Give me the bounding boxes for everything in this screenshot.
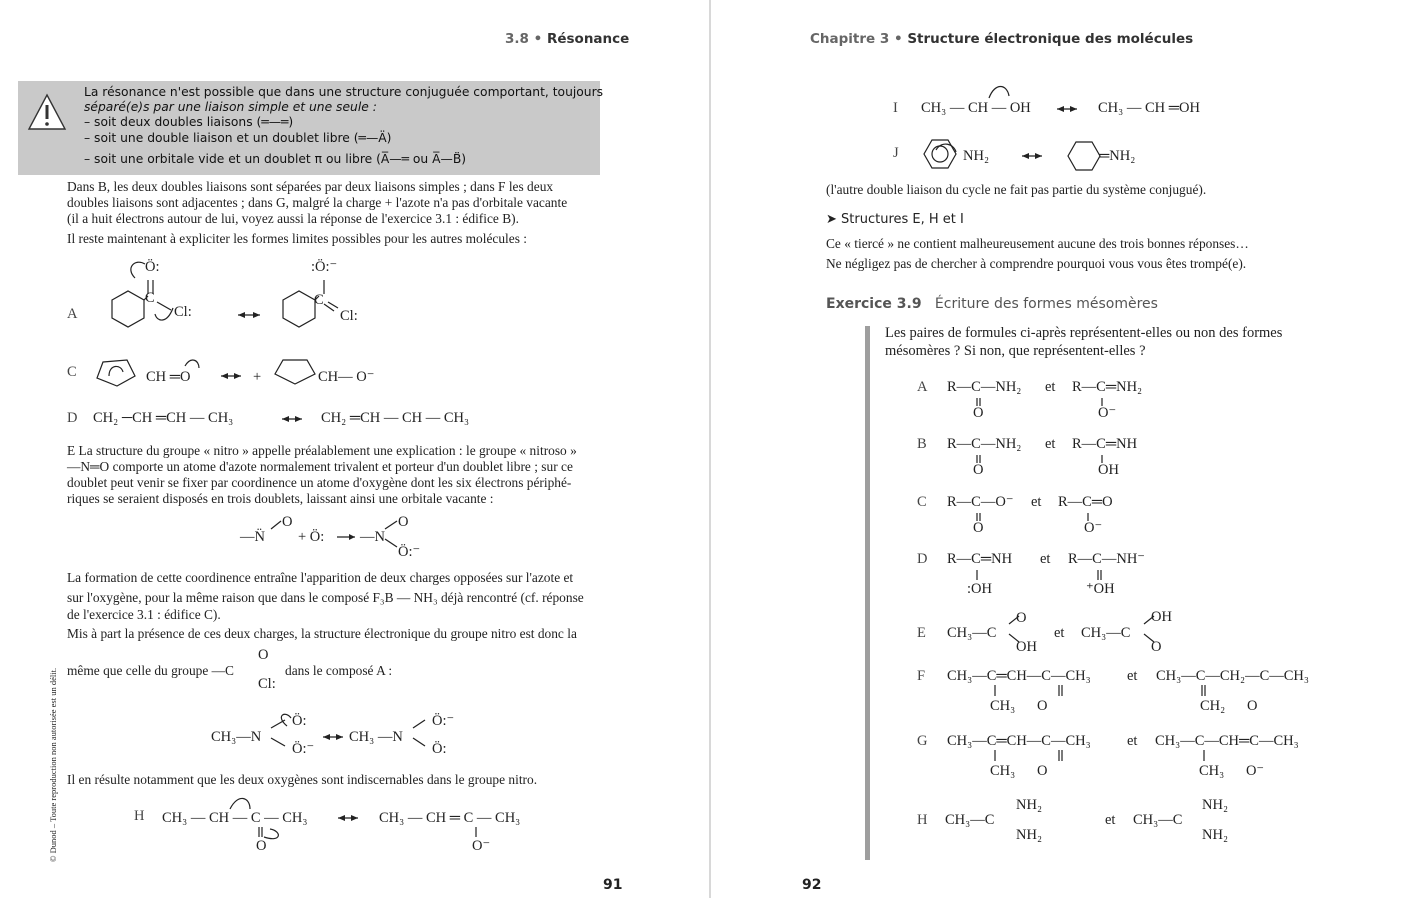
pair-left-sub: CH₃ O bbox=[990, 763, 1048, 779]
pair-left: CH₃—C bbox=[945, 812, 995, 828]
molecule-i-left: CH₃ — CH — OH bbox=[921, 100, 1031, 116]
pair-left-sub: O bbox=[973, 462, 984, 478]
section-title: Résonance bbox=[546, 31, 630, 47]
chem-text: O bbox=[282, 514, 293, 530]
copyright-notice: © Dunod – Toute reproduction non autorisée est un délit. bbox=[48, 667, 58, 862]
pair-right-sub: CH₃ O⁻ bbox=[1199, 763, 1265, 779]
pair-label: F bbox=[917, 668, 926, 684]
pair-left-sub: O bbox=[973, 405, 984, 421]
pair-connector: et bbox=[1054, 625, 1065, 641]
molecule-label-i: I bbox=[893, 100, 898, 116]
warning-line-1: La résonance n'est possible que dans une structure conjuguée comportant, toujours bbox=[84, 85, 604, 99]
molecule-label-c: C bbox=[67, 364, 77, 380]
pair-connector: et bbox=[1127, 668, 1138, 684]
paragraph-line: Mis à part la présence de ces deux charges, la structure électronique du groupe nitro est donc la bbox=[67, 626, 577, 641]
chem-text: Cl: bbox=[258, 676, 276, 692]
molecule-i-right: CH₃ — CH ═OH bbox=[1098, 100, 1200, 116]
structures-heading: ➤ Structures E, H et I bbox=[826, 212, 964, 227]
chem-text: O bbox=[398, 514, 409, 530]
pair-label: H bbox=[917, 812, 928, 828]
chem-text: C bbox=[314, 292, 324, 308]
pair-right: CH₃—C bbox=[1133, 812, 1183, 828]
warning-box bbox=[18, 81, 604, 175]
molecule-label-h: H bbox=[134, 808, 145, 824]
pair-label: D bbox=[917, 551, 928, 567]
paragraph-line: doublet peut venir se fixer par coordinence un atome d'oxygène dont les six électrons périphé- bbox=[67, 475, 572, 490]
molecule-c-right: CH— O⁻ bbox=[318, 369, 375, 385]
warning-line-5: – soit une orbitale vide et un doublet π ou libre (A̅—═ ou A̅—B̈) bbox=[84, 152, 467, 166]
paragraph-line: sur l'oxygène, pour la même raison que dans le composé F₃B — NH₃ déjà rencontré (cf. réponse bbox=[67, 590, 584, 605]
exercise-title: Écriture des formes mésomères bbox=[934, 296, 1158, 312]
exercise-number: Exercice 3.9 bbox=[826, 296, 922, 312]
pair-left: R—C—NH₂ bbox=[947, 436, 1022, 452]
exercise-question: Les paires de formules ci-après représentent-elles ou non des formes bbox=[885, 325, 1283, 341]
pair-left: R—C—O⁻ bbox=[947, 494, 1014, 510]
chem-text: O bbox=[256, 838, 267, 854]
chapter-number: Chapitre 3 • bbox=[810, 31, 903, 47]
pair-left-sub: :OH bbox=[967, 581, 992, 597]
paragraph-line: Il reste maintenant à expliciter les formes limites possibles pour les autres molécules : bbox=[67, 231, 527, 246]
exercise-question: mésomères ? Si non, que représentent-elles ? bbox=[885, 343, 1146, 359]
pair-right-sub: OH bbox=[1098, 462, 1119, 478]
right-page bbox=[711, 0, 1417, 898]
pair-left: CH₃—C═CH—C—CH₃ bbox=[947, 668, 1091, 684]
left-page-header bbox=[505, 31, 629, 47]
molecule-h-arrows bbox=[230, 795, 550, 835]
molecule-h-right: CH₃ — CH ═ C — CH₃ bbox=[379, 810, 521, 826]
chem-text: :Ö:⁻ bbox=[311, 259, 338, 275]
chem-text: —N bbox=[360, 529, 385, 545]
same-as-after: dans le composé A : bbox=[285, 663, 393, 678]
chem-text: O⁻ bbox=[472, 838, 491, 854]
nitro-bonds bbox=[265, 515, 465, 555]
pair-left: CH₃—C bbox=[947, 625, 997, 641]
pair-right-sub: ⁺OH bbox=[1086, 581, 1115, 597]
exercise-bond-lines bbox=[711, 380, 1211, 860]
chem-text: NH₂ bbox=[1016, 797, 1042, 813]
chem-text: + Ö: bbox=[298, 529, 325, 545]
molecule-d-left: CH₂ ─CH ═CH — CH₃ bbox=[93, 410, 234, 426]
chem-text: CH₃—N bbox=[211, 729, 262, 745]
pair-left-sub: NH₂ bbox=[1016, 827, 1042, 843]
pair-right-sub: O⁻ bbox=[1098, 405, 1117, 421]
structures-line: Ne négligez pas de chercher à comprendre pourquoi vous vous êtes trompé(e). bbox=[826, 256, 1247, 271]
chapter-title: Structure électronique des molécules bbox=[907, 31, 1194, 47]
chem-text: OH bbox=[1151, 609, 1172, 625]
page-number: 91 bbox=[603, 877, 623, 893]
pair-label: C bbox=[917, 494, 927, 510]
paragraph-line: riques se seraient disposés en trois doublets, laissant ainsi une orbitale vacante : bbox=[67, 491, 494, 506]
molecule-label-j: J bbox=[893, 145, 899, 161]
resonance-arrow bbox=[280, 410, 340, 430]
pair-connector: et bbox=[1045, 379, 1056, 395]
pair-right: CH₃—C bbox=[1081, 625, 1131, 641]
molecule-j-drawing bbox=[916, 136, 1216, 176]
molecule-h-left: CH₃ — CH — C — CH₃ bbox=[162, 810, 308, 826]
pair-left: R—C—NH₂ bbox=[947, 379, 1022, 395]
chem-text: Cl: bbox=[340, 308, 358, 324]
exercise-heading bbox=[826, 296, 1158, 312]
pair-right-sub: NH₂ bbox=[1202, 827, 1228, 843]
warning-line-3: – soit deux doubles liaisons (═—═) bbox=[84, 115, 294, 129]
pair-right: CH₃—C—CH₂—C—CH₃ bbox=[1156, 668, 1309, 684]
pair-right: R—C═O bbox=[1058, 494, 1113, 510]
chem-text: O bbox=[1016, 610, 1027, 626]
paragraph-line: Dans B, les deux doubles liaisons sont séparées par deux liaisons simples ; dans F les deux bbox=[67, 179, 554, 194]
chem-text: Ö: bbox=[145, 259, 160, 275]
page-number: 92 bbox=[802, 877, 822, 893]
pair-left: CH₃—C═CH—C—CH₃ bbox=[947, 733, 1091, 749]
structures-line: Ce « tiercé » ne contient malheureusement aucune des trois bonnes réponses… bbox=[826, 236, 1249, 251]
molecule-j-right: ═NH₂ bbox=[1099, 148, 1136, 164]
pair-label: B bbox=[917, 436, 927, 452]
paragraph-line: (il a huit électrons autour de lui, voyez aussi la réponse de l'exercice 3.1 : édifice B). bbox=[67, 211, 519, 226]
warning-line-2: séparé(e)s par une liaison simple et une seule : bbox=[84, 100, 377, 114]
section-number: 3.8 • bbox=[505, 31, 543, 47]
chem-text: Cl: bbox=[174, 304, 192, 320]
pair-right-sub: O⁻ bbox=[1084, 520, 1103, 536]
molecule-label-a: A bbox=[67, 306, 78, 322]
pair-left-sub: OH bbox=[1016, 639, 1037, 655]
pair-connector: et bbox=[1031, 494, 1042, 510]
molecule-label-d: D bbox=[67, 410, 78, 426]
chem-text: Ö: bbox=[432, 741, 447, 757]
chem-text: Ö:⁻ bbox=[398, 544, 421, 560]
pair-connector: et bbox=[1127, 733, 1138, 749]
same-as-before: même que celle du groupe —C bbox=[67, 663, 234, 678]
molecule-d-right: CH₂ ═CH — CH — CH₃ bbox=[321, 410, 470, 426]
pair-left: R—C═NH bbox=[947, 551, 1013, 567]
chem-text: Ö: bbox=[292, 713, 307, 729]
paragraph-line: doubles liaisons sont adjacentes ; dans G, malgré la charge + l'azote n'a pas d'orbitale vacante bbox=[67, 195, 568, 210]
nitro-resonance-bonds bbox=[265, 712, 525, 762]
pair-label: A bbox=[917, 379, 928, 395]
pair-left-sub: O bbox=[973, 520, 984, 536]
paragraph-line: —N═O comporte un atome d'azote normalement trivalent et porteur d'un doublet libre ; sur ce bbox=[67, 459, 573, 474]
chem-text: Ö:⁻ bbox=[292, 741, 315, 757]
pair-connector: et bbox=[1040, 551, 1051, 567]
pair-left-sub: CH₃ O bbox=[990, 698, 1048, 714]
pair-right-sub: O bbox=[1151, 639, 1162, 655]
pair-label: E bbox=[917, 625, 926, 641]
right-page-header bbox=[810, 31, 1193, 47]
paragraph-line: E La structure du groupe « nitro » appelle préalablement une explication : le groupe « nitroso » bbox=[67, 443, 577, 458]
molecule-j-left: NH₂ bbox=[963, 148, 989, 164]
chem-text: Ö:⁻ bbox=[432, 713, 455, 729]
paragraph-line: La formation de cette coordinence entraîne l'apparition de deux charges opposées sur l'azote et bbox=[67, 570, 574, 585]
note-j: (l'autre double liaison du cycle ne fait pas partie du système conjugué). bbox=[826, 182, 1207, 197]
pair-right: R—C═NH₂ bbox=[1072, 379, 1143, 395]
warning-icon bbox=[28, 93, 68, 133]
pair-label: G bbox=[917, 733, 928, 749]
molecule-a-drawing bbox=[95, 258, 395, 338]
paragraph-line: de l'exercice 3.1 : édifice C). bbox=[67, 607, 221, 622]
molecule-c-left: CH ═O bbox=[146, 369, 191, 385]
pair-right-sub: CH₂ O bbox=[1200, 698, 1258, 714]
warning-line-4: – soit une double liaison et un doublet libre (═—Ä) bbox=[84, 131, 392, 145]
pair-right: R—C—NH⁻ bbox=[1068, 551, 1145, 567]
chem-text: NH₂ bbox=[1202, 797, 1228, 813]
paragraph-line: Il en résulte notamment que les deux oxygènes sont indiscernables dans le groupe nitro. bbox=[67, 772, 538, 787]
molecule-i-arrows bbox=[981, 84, 1181, 114]
molecule-c-plus: + bbox=[253, 369, 262, 385]
chem-text: CH₃ —N bbox=[349, 729, 403, 745]
pair-right: R—C═NH bbox=[1072, 436, 1138, 452]
pair-connector: et bbox=[1045, 436, 1056, 452]
pair-right: CH₃—C—CH═C—CH₃ bbox=[1155, 733, 1299, 749]
chem-text: C bbox=[145, 290, 155, 306]
chem-text: —N̈ bbox=[240, 529, 265, 545]
chem-text: O bbox=[258, 647, 269, 663]
pair-connector: et bbox=[1105, 812, 1116, 828]
